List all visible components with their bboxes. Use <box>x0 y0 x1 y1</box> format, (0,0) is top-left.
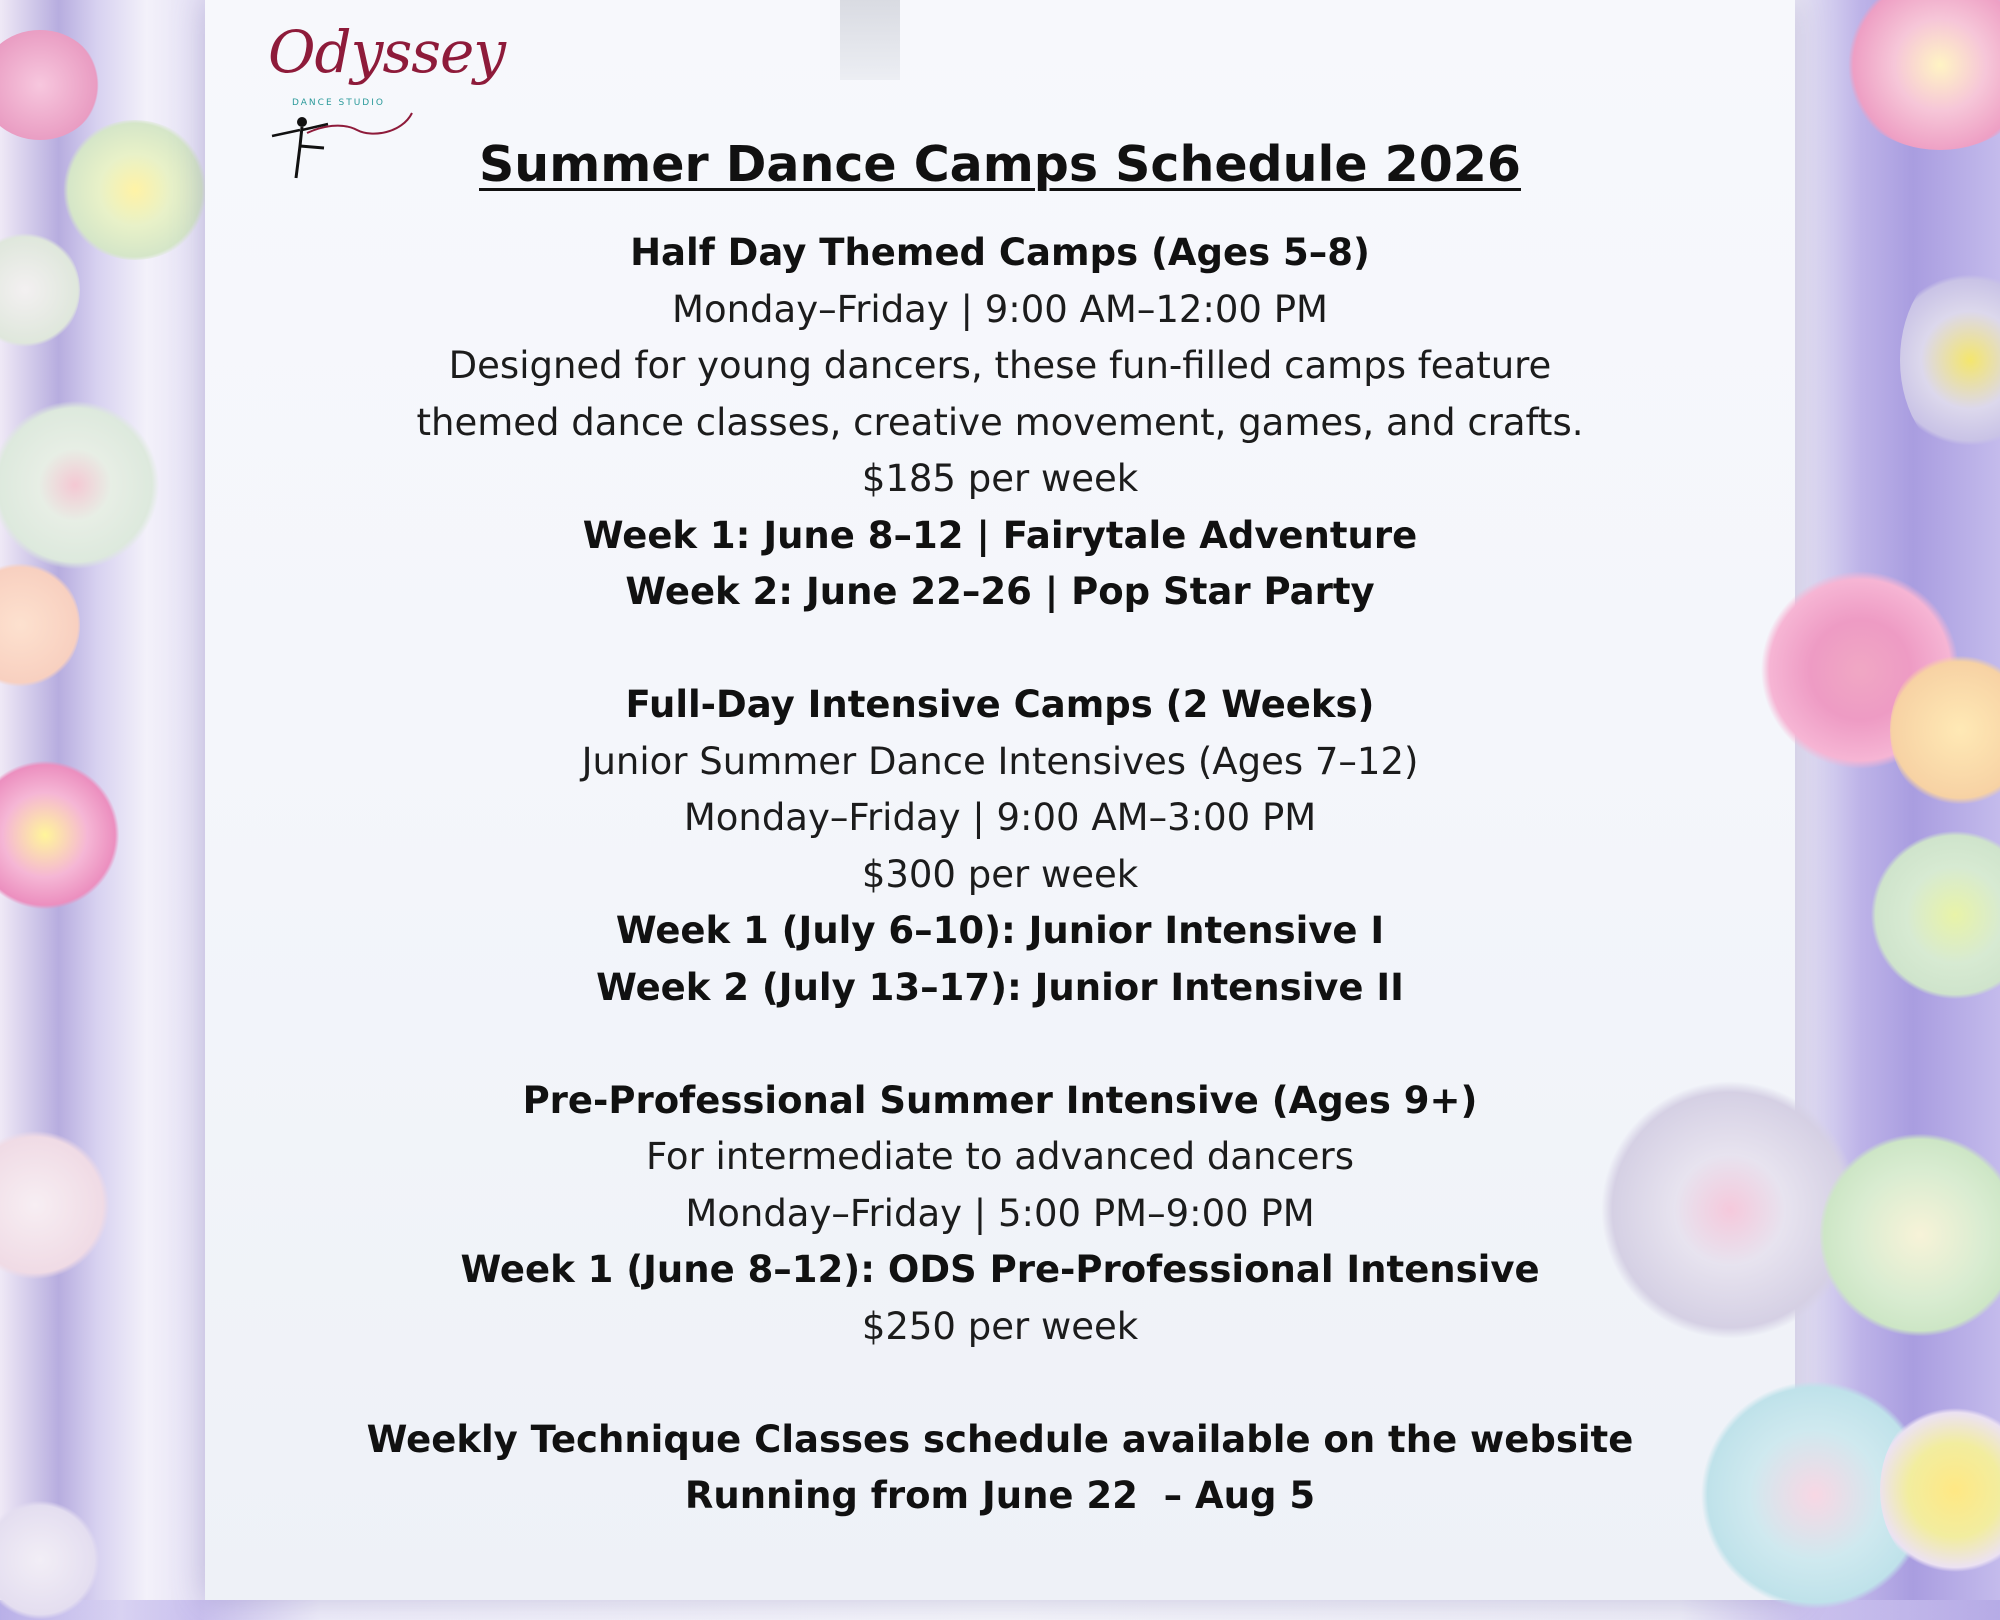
full-day-heading: Full-Day Intensive Camps (2 Weeks) <box>625 683 1375 726</box>
section-spacer <box>300 1016 1700 1073</box>
schedule-content <box>300 125 1700 1525</box>
full-day-section <box>300 677 1700 1016</box>
full-day-time: Monday–Friday | 9:00 AM–3:00 PM <box>683 796 1317 839</box>
full-day-price: $300 per week <box>861 852 1139 896</box>
pre-pro-audience: For intermediate to advanced dancers <box>645 1135 1355 1178</box>
footer-line-1: Weekly Technique Classes schedule available on the website <box>366 1417 1634 1461</box>
footer-section <box>300 1412 1700 1525</box>
full-day-subheading: Junior Summer Dance Intensives (Ages 7–12) <box>581 739 1419 783</box>
full-day-week-2: Week 2 (July 13–17): Junior Intensive II <box>596 965 1404 1009</box>
half-day-week-2: Week 2: June 22–26 | Pop Star Party <box>625 570 1375 613</box>
half-day-price: $185 per week <box>861 457 1139 500</box>
full-day-week-1: Week 1 (July 6–10): Junior Intensive I <box>615 909 1385 952</box>
logo-wordmark: Odyssey <box>268 18 506 86</box>
pre-professional-section <box>300 1073 1700 1356</box>
half-day-description-line-1: Designed for young dancers, these fun-filled camps feature <box>448 344 1552 387</box>
half-day-week-1: Week 1: June 8–12 | Fairytale Adventure <box>582 513 1418 557</box>
section-spacer <box>300 621 1700 678</box>
pre-pro-heading: Pre-Professional Summer Intensive (Ages 9+) <box>522 1078 1478 1122</box>
pre-pro-price: $250 per week <box>861 1304 1139 1348</box>
half-day-time: Monday–Friday | 9:00 AM–12:00 PM <box>672 287 1328 331</box>
pre-pro-week-1: Week 1 (June 8–12): ODS Pre-Professional Intensive <box>460 1248 1540 1291</box>
pre-pro-time: Monday–Friday | 5:00 PM–9:00 PM <box>685 1191 1315 1235</box>
half-day-description-line-2: themed dance classes, creative movement, games, and crafts. <box>416 400 1584 444</box>
half-day-heading: Half Day Themed Camps (Ages 5–8) <box>630 231 1370 274</box>
half-day-section <box>300 225 1700 621</box>
section-spacer <box>300 1355 1700 1412</box>
page-title: Summer Dance Camps Schedule 2026 <box>479 136 1521 193</box>
paper-tab <box>840 0 900 80</box>
footer-line-2: Running from June 22 – Aug 5 <box>684 1474 1316 1517</box>
logo-subtitle: DANCE STUDIO <box>292 98 385 108</box>
